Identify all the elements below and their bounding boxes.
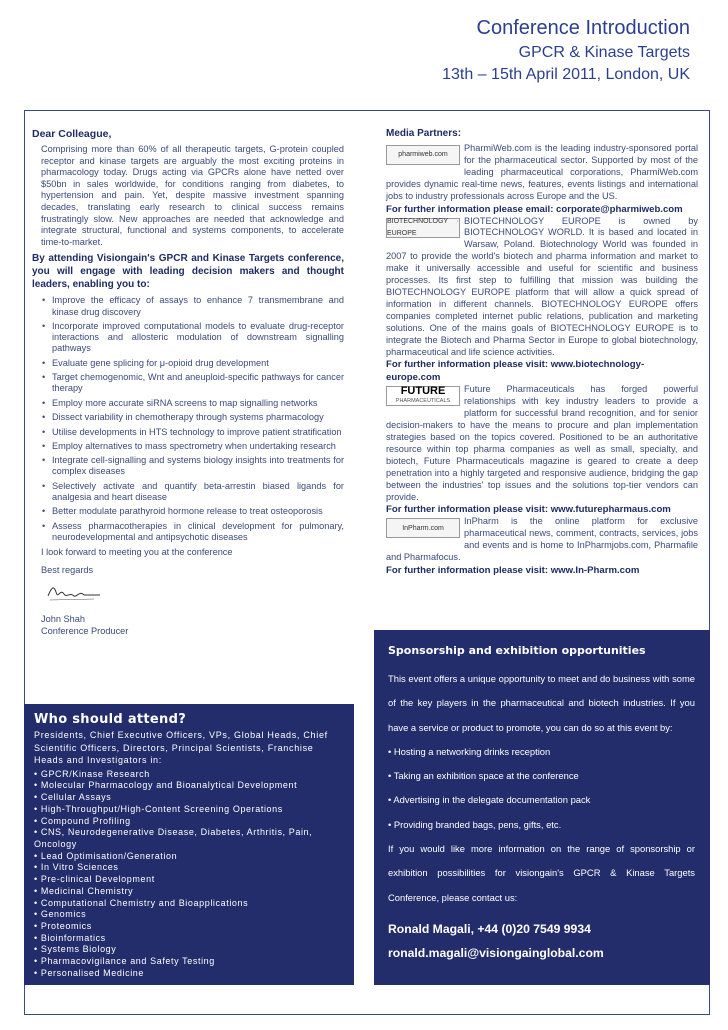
list-item: • GPCR/Kinase Research: [34, 768, 150, 779]
sponsorship-contact-email[interactable]: ronald.magali@visiongainglobal.com: [388, 945, 604, 960]
partner-contact: For further information please visit: www.futurepharmaus.com: [386, 504, 671, 516]
logo-subtitle: PHARMACEUTICALS: [395, 398, 451, 405]
media-partners-column: [386, 128, 698, 577]
letter-closing: I look forward to meeting you at the conference: [41, 547, 233, 558]
logo-wordmark: FUTURE: [400, 385, 446, 398]
letter-greeting: Dear Colleague,: [32, 128, 112, 140]
sponsorship-title: Sponsorship and exhibition opportunities: [388, 644, 646, 657]
list-item: • High-Throughput/High-Content Screening Operations: [34, 803, 283, 814]
list-item: • Assess pharmacotherapies in clinical development for pulmonary, neurodevelopmental and antipsychotic diseases: [42, 521, 344, 543]
partner-description: Future Pharmaceuticals has forged powerful relationships with key industry leaders to provide a platform for successful brand recognition, and for senior decision-makers to have the means to procure and plan implementation strategies based on the topics covered. Positioned to be an authoritative resource within top pharma companies as well as small, specialty, and biotech, Future Pharmaceuticals magazine is geared to create a deep penetration into a highly targeted and responsive audience, bridging the gap between the industries' top issues and the solutions top-tier vendors can provide.: [386, 384, 698, 502]
media-partner-future-pharma: [386, 384, 698, 503]
list-item: • Dissect variability in chemotherapy through systems pharmacology: [42, 412, 344, 423]
conference-name: GPCR & Kinase Targets: [518, 44, 690, 61]
partner-contact: For further information please visit: www.biotechnology-europe.com: [386, 359, 645, 384]
benefits-list: [32, 295, 344, 543]
list-item: • Employ more accurate siRNA screens to map signalling networks: [42, 398, 344, 409]
page-title: Conference Introduction: [476, 17, 690, 39]
list-item: • Utilise developments in HTS technology to improve patient stratification: [42, 427, 344, 438]
media-partner-inpharm: [386, 516, 698, 564]
list-item: • Proteomics: [34, 920, 92, 931]
letter-intro: Comprising more than 60% of all therapeutic targets, G-protein coupled receptor and kinase targets are arguably the most exciting proteins in pharmacology today. Drugs acting via GPCRs alone have netted over $50bn in sales worldwide, for conditions ranging from diabetes, to hypertension and pain. Yet, despite massive investment spanning decades, translating early research to clinical success remains frustratingly slow. New approaches are needed that acknowledge and integrate structural, functional and systems components, to accelerate time-to-market.: [41, 144, 344, 247]
letter-attend-statement: By attending Visiongain's GPCR and Kinase Targets conference, you will engage with leading decision makers and thought leaders, enabling you to:: [32, 253, 344, 291]
list-item: • Systems Biology: [34, 944, 117, 955]
sponsorship-panel: [374, 630, 710, 985]
who-should-attend-intro: Presidents, Chief Executive Officers, VPs, Global Heads, Chief Scientific Officers, Directors, Principal Scientists, Franchise Heads and Investigators in:: [34, 730, 328, 766]
list-item: • Hosting a networking drinks reception: [388, 745, 551, 757]
partner-contact: For further information please email: corporate@pharmiweb.com: [386, 203, 683, 215]
list-item: • Bioinformatics: [34, 932, 106, 943]
list-item: • Selectively activate and quantify beta-arrestin biased ligands for analgesia and heart disease: [42, 481, 344, 503]
letter-regards: Best regards: [41, 565, 94, 576]
who-should-attend-title: Who should attend?: [34, 712, 187, 727]
biotechnology-europe-logo: BIOTECHNOLOGY · EUROPE: [387, 217, 459, 237]
producer-role: Conference Producer: [41, 626, 129, 637]
list-item: • Cellular Assays: [34, 792, 112, 803]
list-item: • Integrate cell-signalling and systems biology insights into treatments for complex diseases: [42, 455, 344, 477]
sponsorship-contact-text: If you would like more information on the range of sponsorship or exhibition possibilities for visiongain's GPCR & Kinase Targets Conference, please contact us:: [388, 843, 695, 903]
list-item: • In Vitro Sciences: [34, 862, 119, 873]
partner-description: InPharm is the online platform for exclusive pharmaceutical news, comment, contracts, services, jobs and events and is home to InPharmjobs.com, Pharmafile and Pharmafocus.: [386, 516, 698, 563]
list-item: • Genomics: [34, 909, 87, 920]
list-item: • Pre-clinical Development: [34, 874, 155, 885]
list-item: • Compound Profiling: [34, 815, 131, 826]
audience-list: [34, 769, 344, 980]
list-item: • Pharmacovigilance and Safety Testing: [34, 956, 215, 967]
list-item: • Medicinal Chemistry: [34, 885, 134, 896]
list-item: • Improve the efficacy of assays to enhance 7 transmembrane and kinase drug discovery: [42, 295, 344, 317]
sponsorship-intro: This event offers a unique opportunity to meet and do business with some of the key players in the pharmaceutical and biotech industries. If you have a service or product to promote, you can do so at this event by:: [388, 673, 695, 733]
partner-description: PharmiWeb.com is the leading industry-sponsored portal for the pharmaceutical sector. Supported by most of the leading pharmaceutical corporations, PharmiWeb.com provides dynamic real-time news, features, events listings and international jobs to industry professionals across Europe and the US.: [386, 143, 698, 201]
list-item: • Providing branded bags, pens, gifts, etc.: [388, 818, 562, 830]
signature-image: [44, 582, 104, 606]
producer-name: John Shah: [41, 614, 85, 625]
conference-dates: 13th – 15th April 2011, London, UK: [442, 66, 690, 83]
list-item: • CNS, Neurodegenerative Disease, Diabetes, Arthritis, Pain, Oncology: [34, 827, 313, 849]
partner-description: BIOTECHNOLOGY EUROPE is owned by BIOTECHNOLOGY WORLD. It is based and located in Warsaw, Poland. Biotechnology World was founded in 2007 to provide the world's biotech and pharma information and market to make it universally accessible and useful for scientific and business processes. Its first step to fulfilling that mission was building the BIOTECHNOLOGY EUROPE platform that will allow a quick spread of information in different channels. BIOTECHNOLOGY EUROPE offers companies completed internet public relations, publication and marketing solutions. One of the mains goals of BIOTECHNOLOGY EUROPE is to integrate the Biotech and Pharma Sector in Europe to global biotechnology, pharmaceutical and life science activities.: [386, 215, 698, 357]
sponsorship-contact-phone: Ronald Magali, +44 (0)20 7549 9934: [388, 921, 591, 936]
list-item: • Advertising in the delegate documentation pack: [388, 794, 591, 806]
media-partner-pharmiweb: [386, 143, 698, 203]
list-item: • Molecular Pharmacology and Bioanalytical Development: [34, 780, 298, 791]
pharmiweb-logo: pharmiweb.com: [386, 145, 460, 165]
future-pharmaceuticals-logo: [386, 386, 460, 406]
media-partners-title: Media Partners:: [386, 128, 462, 139]
list-item: • Evaluate gene splicing for μ-opioid drug development: [42, 358, 344, 369]
list-item: • Lead Optimisation/Generation: [34, 850, 178, 861]
list-item: • Incorporate improved computational models to evaluate drug-receptor interactions and allosteric modulation of downstream signalling pathways: [42, 321, 344, 355]
list-item: • Better modulate parathyroid hormone release to treat osteoporosis: [42, 506, 344, 517]
letter-column: [32, 128, 344, 637]
list-item: • Personalised Medicine: [34, 967, 145, 978]
who-should-attend-panel: [24, 704, 354, 985]
page-header: [360, 16, 690, 86]
list-item: • Target chemogenomic, Wnt and aneuploid-specific pathways for cancer therapy: [42, 372, 344, 394]
inpharm-logo: InPharm.com: [386, 518, 460, 538]
list-item: • Taking an exhibition space at the conference: [388, 770, 579, 782]
list-item: • Employ alternatives to mass spectrometry when undertaking research: [42, 441, 344, 452]
list-item: • Computational Chemistry and Bioapplications: [34, 897, 249, 908]
partner-contact: For further information please visit: www.In-Pharm.com: [386, 565, 640, 577]
media-partner-biotech-europe: [386, 216, 698, 359]
